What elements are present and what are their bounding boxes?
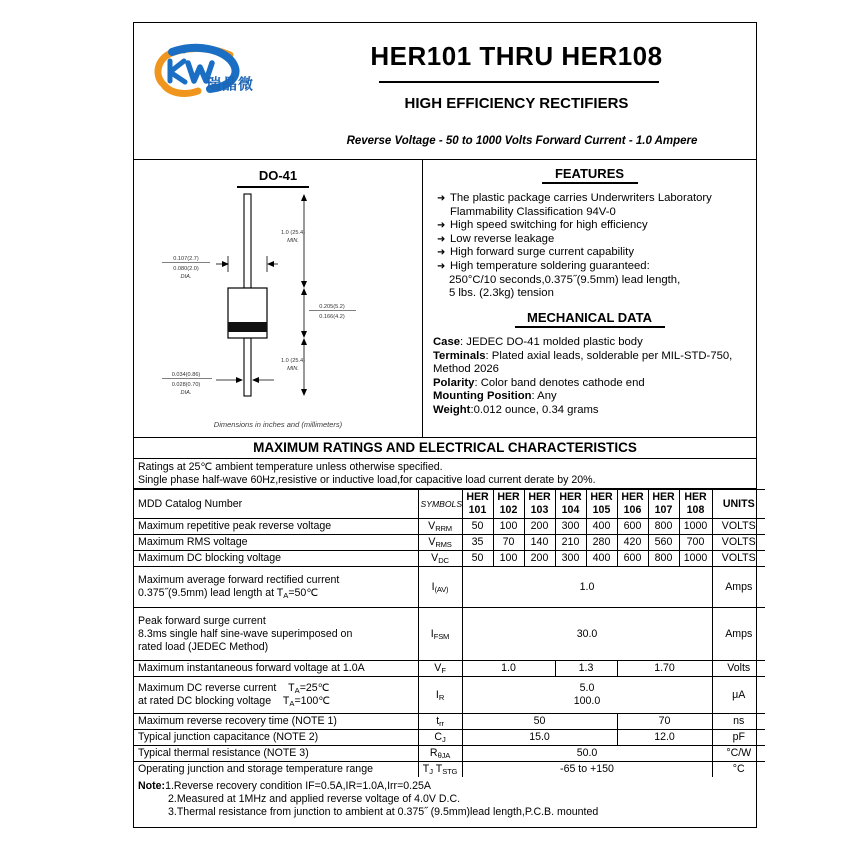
table-row xyxy=(134,730,765,746)
device-header-104: HER 104 xyxy=(555,490,586,519)
row-value: 420 xyxy=(617,535,648,551)
row-symbol: VRRM xyxy=(418,519,462,535)
row-value: 210 xyxy=(555,535,586,551)
row-symbol: VRMS xyxy=(418,535,462,551)
row-desc-line3: rated load (JEDEC Method) xyxy=(138,640,269,653)
table-row xyxy=(134,567,765,608)
mech-terminals-label: Terminals xyxy=(433,349,486,362)
feature-item xyxy=(437,219,746,233)
row-value: 100 xyxy=(493,519,524,535)
row-symbol: trr xyxy=(418,714,462,730)
package-drawing-panel xyxy=(134,160,423,437)
row-value: 50 xyxy=(462,519,493,535)
row-desc: Maximum instantaneous forward voltage at 1.0A xyxy=(134,661,418,677)
features-heading: FEATURES xyxy=(554,166,625,181)
feature-text: High temperature soldering guaranteed: xyxy=(450,259,650,272)
row-desc xyxy=(134,677,418,714)
row-symbol: I(AV) xyxy=(418,567,462,608)
mech-polarity-value: : Color band denotes cathode end xyxy=(474,376,645,389)
row-group-value: 50 xyxy=(462,714,617,730)
feature-item xyxy=(437,260,746,274)
row-group-value: 12.0 xyxy=(617,730,712,746)
feature-item xyxy=(437,246,746,260)
device-header-103: HER 103 xyxy=(524,490,555,519)
row-units: μA xyxy=(712,677,765,714)
table-row xyxy=(134,519,765,535)
dim-lead-top-min: MIN. xyxy=(287,238,299,244)
document-frame xyxy=(133,22,757,828)
row-desc-line1: Peak forward surge current xyxy=(138,614,266,627)
feature-text: High speed switching for high efficiency xyxy=(450,219,648,232)
row-group-value: 1.3 xyxy=(555,661,617,677)
table-row xyxy=(134,746,765,762)
row-symbol: VDC xyxy=(418,551,462,567)
row-symbol: VF xyxy=(418,661,462,677)
row-value: 70 xyxy=(493,535,524,551)
row-span-value: 50.0 xyxy=(462,746,712,762)
device-header-108: HER 108 xyxy=(679,490,712,519)
middle-section xyxy=(134,160,756,438)
table-row xyxy=(134,608,765,661)
ratings-note xyxy=(134,459,756,489)
catalog-number-header: MDD Catalog Number xyxy=(134,490,418,519)
row-symbol: CJ xyxy=(418,730,462,746)
row-value: 200 xyxy=(524,519,555,535)
mech-mounting-row xyxy=(433,390,750,404)
row-symbol: IR xyxy=(418,677,462,714)
title-underline xyxy=(379,81,659,83)
logo-chinese-text: 瑞晶微 xyxy=(206,75,255,93)
device-header-106: HER 106 xyxy=(617,490,648,519)
symbols-header: SYMBOLS xyxy=(418,490,462,519)
mechanical-heading: MECHANICAL DATA xyxy=(527,310,652,325)
feature-soldering-line2: 5 lbs. (2.3kg) tension xyxy=(449,287,554,300)
mech-terminals-value: : Plated axial leads, solderable per MIL-STD-750, xyxy=(485,349,733,362)
dim-lead-bot-value: 1.0 (25.4) xyxy=(281,358,305,364)
table-row xyxy=(134,677,765,714)
row-desc-line2: at rated DC blocking voltage TA=100℃ xyxy=(138,695,331,708)
dim-body-len-max: 0.205(5.2) xyxy=(319,304,345,310)
table-row xyxy=(134,762,765,778)
notes-label: Note: xyxy=(138,780,166,792)
row-value: 400 xyxy=(586,551,617,567)
ratings-note-line2: Single phase half-wave 60Hz,resistive or inductive load,for capacitive load current derate by 20%. xyxy=(138,473,596,486)
mechanical-heading-underline xyxy=(515,326,665,328)
note-line-2: 2.Measured at 1MHz and applied reverse voltage of 4.0V D.C. xyxy=(168,793,461,805)
dim-body-dia-max: 0.107(2.7) xyxy=(173,256,199,262)
table-row xyxy=(134,714,765,730)
mech-polarity-row xyxy=(433,377,750,391)
features-heading-underline xyxy=(542,182,638,184)
logo-mark-icon xyxy=(148,39,288,105)
row-group-value: 70 xyxy=(617,714,712,730)
row-value: 280 xyxy=(586,535,617,551)
ratings-note-line1: Ratings at 25℃ ambient temperature unless otherwise specified. xyxy=(138,461,443,473)
features-list xyxy=(423,192,756,274)
bullet-arrow-icon: ➜ xyxy=(437,247,446,259)
page-title: HER101 THRU HER108 xyxy=(370,41,663,71)
spec-table-body xyxy=(134,490,765,778)
row-units: °C xyxy=(712,762,765,778)
row-span-value-1: 5.0 xyxy=(579,682,595,694)
bullet-arrow-icon: ➜ xyxy=(437,220,446,232)
header xyxy=(134,23,756,160)
feature-text: High forward surge current capability xyxy=(450,246,634,259)
row-units: Volts xyxy=(712,661,765,677)
mech-terminals-cont: Method 2026 xyxy=(433,363,499,376)
bullet-arrow-icon: ➜ xyxy=(437,260,446,272)
row-symbol: RθJA xyxy=(418,746,462,762)
row-value: 200 xyxy=(524,551,555,567)
specs-panel xyxy=(423,160,756,437)
mech-case-value: : JEDEC DO-41 molded plastic body xyxy=(460,336,643,348)
dim-lead-bot-min: MIN. xyxy=(287,366,299,372)
row-units: Amps xyxy=(712,567,765,608)
row-value: 100 xyxy=(493,551,524,567)
bullet-arrow-icon: ➜ xyxy=(437,233,446,245)
row-value: 1000 xyxy=(679,519,712,535)
row-value: 140 xyxy=(524,535,555,551)
row-units: ns xyxy=(712,714,765,730)
row-units: VOLTS xyxy=(712,551,765,567)
dim-body-len-min: 0.166(4.2) xyxy=(319,314,345,320)
company-logo xyxy=(148,39,288,105)
ratings-section xyxy=(134,438,756,819)
bullet-arrow-icon: ➜ xyxy=(437,193,446,204)
package-name-underline xyxy=(237,186,309,188)
feature-text: The plastic package carries Underwriters Laboratory xyxy=(450,192,712,204)
row-units: VOLTS xyxy=(712,519,765,535)
row-span-value xyxy=(462,677,712,714)
row-desc-line2: 0.375˝(9.5mm) lead length at TA=50℃ xyxy=(138,587,319,600)
dim-lead-top-value: 1.0 (25.4) xyxy=(281,230,305,236)
row-span-value: 30.0 xyxy=(462,608,712,661)
page-subtitle: HIGH EFFICIENCY RECTIFIERS xyxy=(404,95,629,112)
features-section xyxy=(423,166,756,301)
units-header: UNITS xyxy=(712,490,765,519)
row-group-value: 15.0 xyxy=(462,730,617,746)
dim-body-dia-min: 0.080(2.0) xyxy=(173,266,199,272)
dim-lead-dia-note: DIA. xyxy=(180,390,192,396)
row-value: 35 xyxy=(462,535,493,551)
row-desc xyxy=(134,608,418,661)
mechanical-data-section xyxy=(423,310,756,418)
row-span-value: 1.0 xyxy=(462,567,712,608)
row-desc: Typical junction capacitance (NOTE 2) xyxy=(134,730,418,746)
row-units: °C/W xyxy=(712,746,765,762)
row-group-value: 1.70 xyxy=(617,661,712,677)
mech-polarity-label: Polarity xyxy=(433,376,475,389)
mech-mounting-label: Mounting Position xyxy=(433,390,532,403)
device-header-101: HER 101 xyxy=(462,490,493,519)
note-line-1 xyxy=(138,780,756,793)
mech-terminals-row xyxy=(433,350,750,364)
row-desc: Maximum reverse recovery time (NOTE 1) xyxy=(134,714,418,730)
do41-package-diagram xyxy=(154,190,402,402)
mech-weight-label: Weight xyxy=(433,403,471,416)
dimension-caption: Dimensions in inches and (millimeters) xyxy=(213,420,343,429)
row-value: 800 xyxy=(648,551,679,567)
package-name: DO-41 xyxy=(258,168,298,183)
table-header-row xyxy=(134,490,765,519)
row-value: 400 xyxy=(586,519,617,535)
feature-item xyxy=(437,192,746,219)
table-row xyxy=(134,535,765,551)
row-desc: Typical thermal resistance (NOTE 3) xyxy=(134,746,418,762)
mech-case-label: Case xyxy=(433,336,461,348)
row-value: 300 xyxy=(555,551,586,567)
row-units: Amps xyxy=(712,608,765,661)
row-desc: Maximum DC blocking voltage xyxy=(134,551,418,567)
mech-mounting-value: : Any xyxy=(531,390,557,403)
note-1-text: 1.Reverse recovery condition IF=0.5A,IR=1.0A,Irr=0.25A xyxy=(165,780,431,792)
notes-section xyxy=(134,777,756,819)
row-desc-line1: Maximum DC reverse current TA=25℃ xyxy=(138,682,330,695)
device-header-107: HER 107 xyxy=(648,490,679,519)
specifications-table xyxy=(134,489,765,777)
feature-item xyxy=(437,233,746,247)
row-value: 300 xyxy=(555,519,586,535)
page-tagline: Reverse Voltage - 50 to 1000 Volts Forward Current - 1.0 Ampere xyxy=(346,135,698,147)
row-value: 800 xyxy=(648,519,679,535)
table-row xyxy=(134,551,765,567)
row-group-value: 1.0 xyxy=(462,661,555,677)
feature-text-cont: Flammability Classification 94V-0 xyxy=(450,205,616,218)
mech-weight-value: :0.012 ounce, 0.34 grams xyxy=(470,403,599,416)
dim-lead-dia-min: 0.028(0.70) xyxy=(171,382,201,388)
row-desc-line2: 8.3ms single half sine-wave superimposed on xyxy=(138,627,353,640)
row-span-value: -65 to +150 xyxy=(462,762,712,778)
row-desc: Operating junction and storage temperature range xyxy=(134,762,418,778)
row-span-value-2: 100.0 xyxy=(573,695,601,707)
row-value: 560 xyxy=(648,535,679,551)
row-units: pF xyxy=(712,730,765,746)
row-desc: Maximum repetitive peak reverse voltage xyxy=(134,519,418,535)
row-desc-line1: Maximum average forward rectified current xyxy=(138,574,340,586)
row-value: 600 xyxy=(617,519,648,535)
feature-soldering-line1: 250°C/10 seconds,0.375˝(9.5mm) lead length, xyxy=(449,273,681,286)
feature-text: Low reverse leakage xyxy=(450,232,555,245)
dim-body-dia-note: DIA. xyxy=(180,274,192,280)
dim-lead-dia-max: 0.034(0.86) xyxy=(171,372,201,378)
ratings-title: MAXIMUM RATINGS AND ELECTRICAL CHARACTERISTICS xyxy=(134,438,756,459)
row-symbol: IFSM xyxy=(418,608,462,661)
device-header-102: HER 102 xyxy=(493,490,524,519)
row-units: VOLTS xyxy=(712,535,765,551)
row-value: 700 xyxy=(679,535,712,551)
note-line-3: 3.Thermal resistance from junction to ambient at 0.375˝ (9.5mm)lead length,P.C.B. mounted xyxy=(168,806,599,818)
row-desc: Maximum RMS voltage xyxy=(134,535,418,551)
table-row xyxy=(134,661,765,677)
mechanical-body xyxy=(423,336,756,418)
row-value: 50 xyxy=(462,551,493,567)
row-value: 1000 xyxy=(679,551,712,567)
mech-weight-row xyxy=(433,404,750,418)
device-header-105: HER 105 xyxy=(586,490,617,519)
row-symbol: TJ TSTG xyxy=(418,762,462,778)
row-desc xyxy=(134,567,418,608)
row-value: 600 xyxy=(617,551,648,567)
mech-case-row xyxy=(433,336,750,350)
